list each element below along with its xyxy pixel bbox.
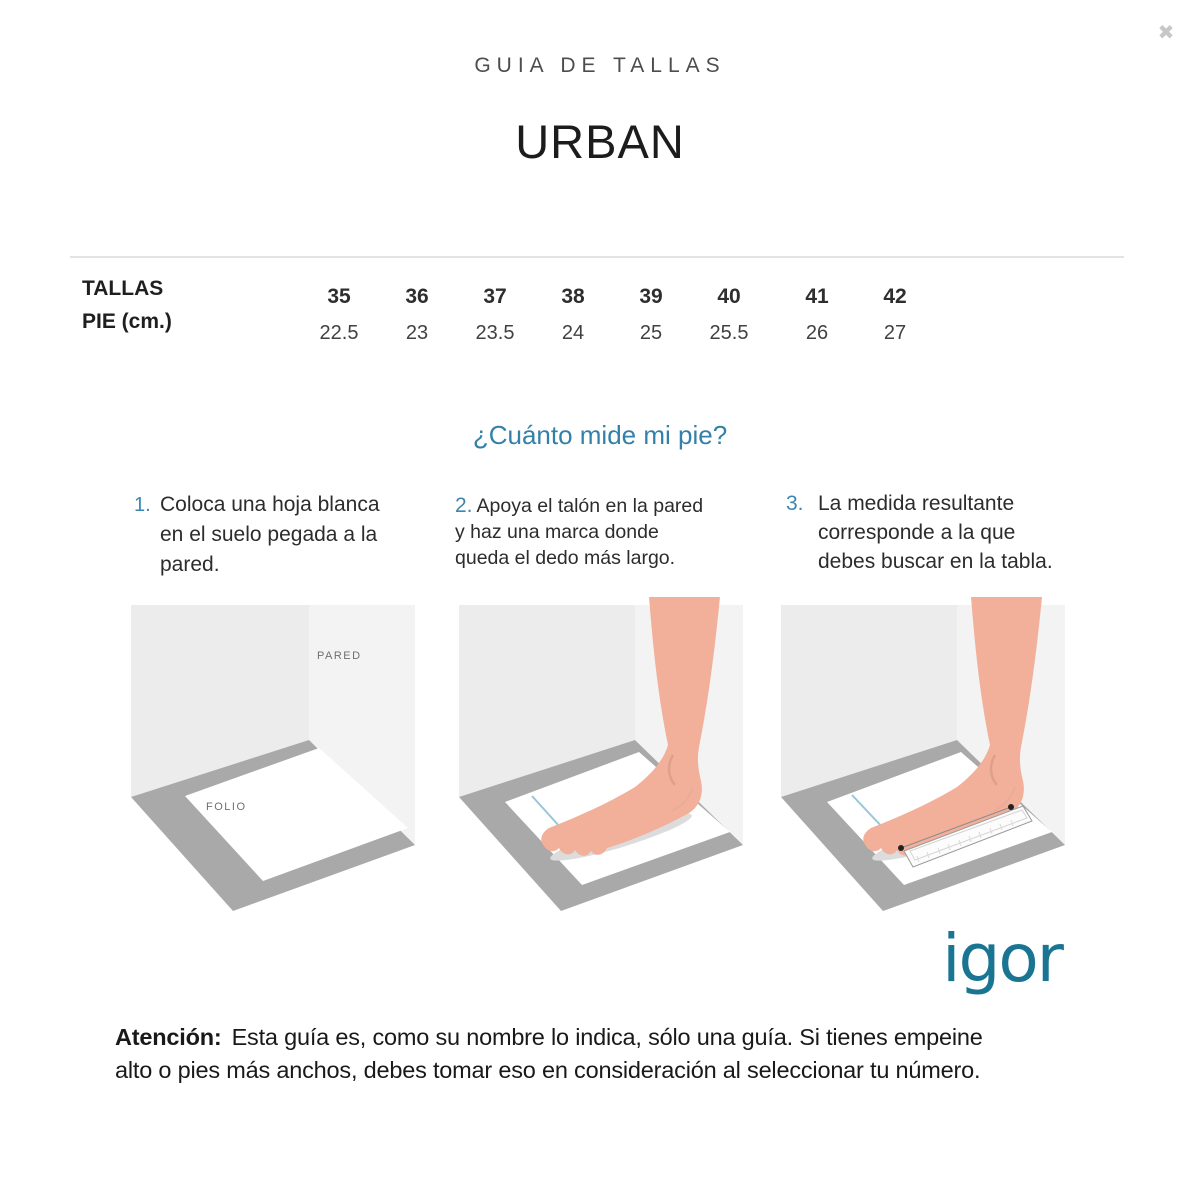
- notice-line: [115, 1021, 1105, 1054]
- notice-line-text: Esta guía es, como su nombre lo indica, sólo una guía. Si tienes empeine: [231, 1024, 983, 1050]
- step-line: en el suelo pegada a la: [160, 523, 378, 546]
- step-number: 3.: [786, 492, 804, 515]
- step-line: queda el dedo más largo.: [455, 547, 676, 569]
- measurement-endpoint: [1008, 804, 1014, 810]
- table-divider: [70, 256, 1124, 258]
- cm-value: 25.5: [709, 322, 749, 344]
- foot-measure-illustration: [449, 597, 749, 919]
- size-value: 35: [327, 285, 351, 308]
- size-value: 42: [883, 285, 907, 308]
- size-value: 40: [717, 285, 741, 308]
- cm-value: 25: [639, 322, 663, 344]
- cm-value: 23: [405, 322, 429, 344]
- notice-prefix: Atención:: [115, 1024, 222, 1050]
- cm-value: 26: [805, 322, 829, 344]
- wall-label: PARED: [317, 650, 362, 662]
- size-value: 37: [483, 285, 507, 308]
- close-icon[interactable]: ✖: [1157, 22, 1175, 44]
- step-text: [818, 489, 1053, 576]
- size-value: 36: [405, 285, 429, 308]
- corner-paper-illustration: [121, 597, 417, 919]
- cm-value: 23.5: [475, 322, 515, 344]
- measure-step-1: [134, 490, 444, 580]
- foot-cm-row-label: PIE (cm.): [82, 310, 172, 333]
- size-column: [612, 268, 690, 345]
- measure-step-3: [786, 489, 1106, 576]
- size-column: [300, 268, 378, 345]
- size-value: 41: [805, 285, 829, 308]
- step-line: [455, 493, 765, 519]
- cm-value: 27: [883, 322, 907, 344]
- size-value: 39: [639, 285, 663, 308]
- sizes-row-label: TALLAS: [82, 277, 164, 300]
- brand-logo: igor: [942, 920, 1062, 997]
- step-number: 2.: [455, 494, 473, 517]
- measure-step-2: [455, 493, 765, 571]
- notice-text: [115, 1021, 1105, 1086]
- notice-line: alto o pies más anchos, debes tomar eso en consideración al seleccionar tu número.: [115, 1056, 981, 1083]
- step-line: Coloca una hoja blanca: [160, 493, 380, 516]
- size-table: [0, 268, 1200, 368]
- measure-heading: ¿Cuánto mide mi pie?: [472, 420, 728, 450]
- size-column: [378, 268, 456, 345]
- size-column: [534, 268, 612, 345]
- row-labels: [82, 272, 172, 338]
- step-line: La medida resultante: [818, 492, 1015, 515]
- step-line: corresponde a la que: [818, 521, 1016, 544]
- size-column: [856, 268, 934, 345]
- size-value: 38: [561, 285, 585, 308]
- cm-value: 22.5: [319, 322, 359, 344]
- step-line: pared.: [160, 553, 220, 576]
- step-number: 1.: [134, 494, 151, 516]
- step-text: [160, 490, 380, 580]
- size-column: [778, 268, 856, 345]
- size-columns: [300, 268, 934, 345]
- foot-ruler-illustration: [771, 597, 1077, 919]
- guide-eyebrow: GUIA DE TALLAS: [474, 54, 726, 77]
- page-title: URBAN: [515, 115, 685, 168]
- step-line: debes buscar en la tabla.: [818, 550, 1053, 573]
- size-column: [690, 268, 768, 345]
- size-column: [456, 268, 534, 345]
- step-text: Apoya el talón en la pared: [476, 495, 704, 517]
- paper-label: FOLIO: [206, 801, 247, 813]
- step-line: y haz una marca donde: [455, 521, 659, 543]
- measurement-endpoint: [898, 845, 904, 851]
- cm-value: 24: [561, 322, 585, 344]
